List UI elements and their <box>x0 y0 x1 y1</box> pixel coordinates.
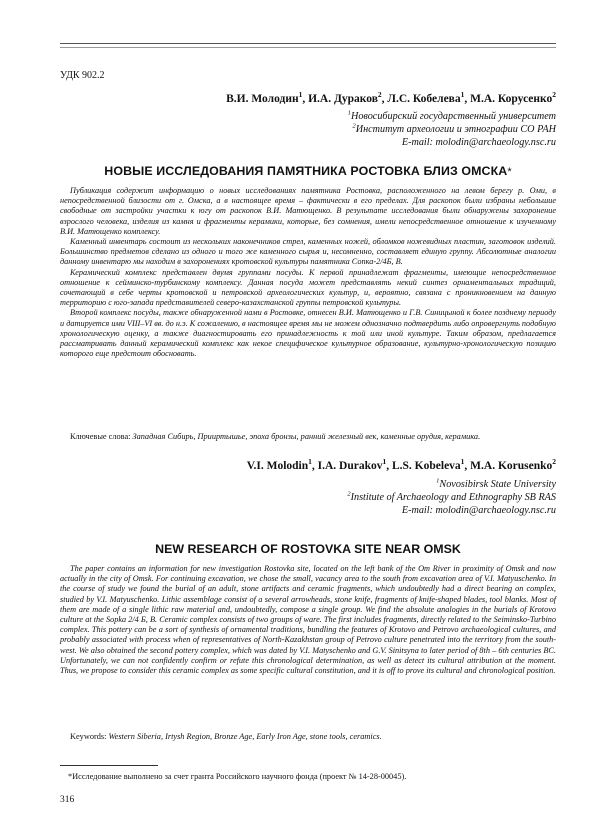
abstract-ru <box>60 186 556 359</box>
keywords-ru: Ключевые слова: Западная Сибирь, Прииртышье, эпоха бронзы, ранний железный век, каменные орудия, керамика. <box>70 432 481 441</box>
email-ru: E-mail: molodin@archaeology.nsc.ru <box>401 137 556 148</box>
affiliation-ru-1: $^1$Новосибирский государственный университет <box>347 109 556 122</box>
author-ru-3: Л.С. Кобелева$^1$, <box>387 90 471 105</box>
author-ru-1: В.И. Молодин$^1$, <box>226 90 309 105</box>
abstract-ru-paragraph: Каменный инвентарь состоит из нескольких наконечников стрел, каменных ножей, обломков ножевидных пластин, заготовок изделий. Большинство предметов сделано из одного и того же каменного сырья и, несомненно, составляет единую группу. Абсолютные аналогии данному инвентарю мы находим в захоронениях кротовской культуры памятника Сопка-2/4Б, В. <box>60 237 556 267</box>
abstract-ru-paragraph: Публикация содержит информацию о новых исследованиях памятника Ростовка, расположенного на левом берегу р. Оми, в непосредственной близости от г. Омска, а в настоящее время – фактически в его пределах. Для раскопок были избраны небольшие свободные от застройки участки к югу от раскопок В.И. Матющенко. В результате исследования были обнаружены захоронение взрослого человека, изделия из камня и фрагменты керамики, которые, без сомнения, имели непосредственное отношение к изученному В.И. Матющенко комплексу. <box>60 186 556 236</box>
authors-en <box>246 457 556 472</box>
authors-ru <box>226 90 556 105</box>
abstract-en: The paper contains an information for new investigation Rostovka site, located on the left bank of the Om River in proximity of Omsk and now actually in the city of Omsk. For continuing excavation, we chose the small, vacancy area to the south from excavation area of V.I. Matyuschenko. In the course of study we found the burial of an adult, stone artifacts and ceramic fragments, which undoubtedly had a direct bearing on complex, studied by V.I. Matyuschenko. Lithic assemblage consist of a several arrowheads, stone knife, fragments of knife-shaped blades, tool blanks. Most of them are made of a single lithic raw material and, undoubtedly, compose a single group. We find the absolute analogies in the burials of Krotovo culture at the Sopka 2/4 Б, В. Ceramic complex consists of two groups of ware. The first includes fragments, directly related to the Seiminsko-Turbino complex. This pottery can be a sort of synthesis of ornamental traditions, bundling the features of Krotovo and Petrovo archaeological cultures, and probably associated with process when of representatives of North-Kazakhstan group of Petrovo culture penetrated into the territory from the south-west. We also obtained the second pottery complex, which was dated by V.I. Matyschenko and G.V. Sinitsyna to later period of 8th – 6th centuries BC. Unfortunately, we can not confidently confirm or refute this chronological determination, as well as detect its cultural attribution at the moment. Thus, we propose to consider this ceramic complex as some specific cultural constitution, and it is off to prove its cultural and chronological position. <box>60 564 556 676</box>
header-rule-thin <box>60 47 556 48</box>
journal-page <box>60 0 556 820</box>
author-en-2: I.A. Durakov$^1$, <box>317 457 392 472</box>
header-rule <box>60 43 556 44</box>
article-title-en: NEW RESEARCH OF ROSTOVKA SITE NEAR OMSK <box>155 542 461 556</box>
affiliation-ru-2: $^2$Институт археологии и этнографии СО РАН <box>352 122 556 135</box>
affiliation-en-1: $^1$Novosibirsk State University <box>436 477 556 490</box>
page-number: 316 <box>60 795 75 805</box>
author-ru-2: И.А. Дураков$^2$, <box>308 90 388 105</box>
article-title-ru: НОВЫЕ ИССЛЕДОВАНИЯ ПАМЯТНИКА РОСТОВКА БЛИЗ ОМСКА* <box>104 164 512 178</box>
abstract-ru-paragraph: Керамический комплекс представлен двумя группами посуды. К первой принадлежат фрагменты, имеющие непосредственное отношение к сейминско-турбинскому комплексу. Данная посуда может представлять некий синтез орнаментальных традиций, сочетающий в себе черты кротовской и петровской археологических культур, и, вероятно, связана с проникновением на данную территорию с юго-запада представителей северо-казахстанской группы петровской культуры. <box>60 267 556 308</box>
author-en-1: V.I. Molodin$^1$, <box>246 457 318 472</box>
keywords-en: Keywords: Western Siberia, Irtysh Region, Bronze Age, Early Iron Age, stone tools, ceramics. <box>70 732 382 741</box>
udk-code: УДК 902.2 <box>60 70 105 81</box>
email-en: E-mail: molodin@archaeology.nsc.ru <box>401 505 556 516</box>
affiliation-en-2: $^2$Institute of Archaeology and Ethnography SB RAS <box>347 490 556 503</box>
author-en-3: L.S. Kobeleva$^1$, <box>391 457 471 472</box>
author-en-4: M.A. Korusenko$^2$ <box>470 457 556 472</box>
footnote-rule <box>60 765 158 766</box>
author-ru-4: М.А. Корусенко$^2$ <box>470 90 556 105</box>
footnote: *Исследование выполнено за счет гранта Российского научного фонда (проект № 14-28-00045). <box>68 772 407 781</box>
abstract-ru-paragraph: Второй комплекс посуды, также обнаруженной нами в Ростовке, отнесен В.И. Матющенко и Г.В. Синицыной к более позднему периоду и датируется ими VIII–VI вв. до н.э. К сожалению, в настоящее время мы не можем однозначно подтвердить либо опровергнуть подобную хронологическую оценку, а также диагностировать его принадлежность к той или иной культуре. Таким образом, предлагается рассматривать данный керамический комплекс как некое специфическое культурное образование, культурно-хронологическую позицию которого еще предстоит обосновать. <box>60 308 556 359</box>
